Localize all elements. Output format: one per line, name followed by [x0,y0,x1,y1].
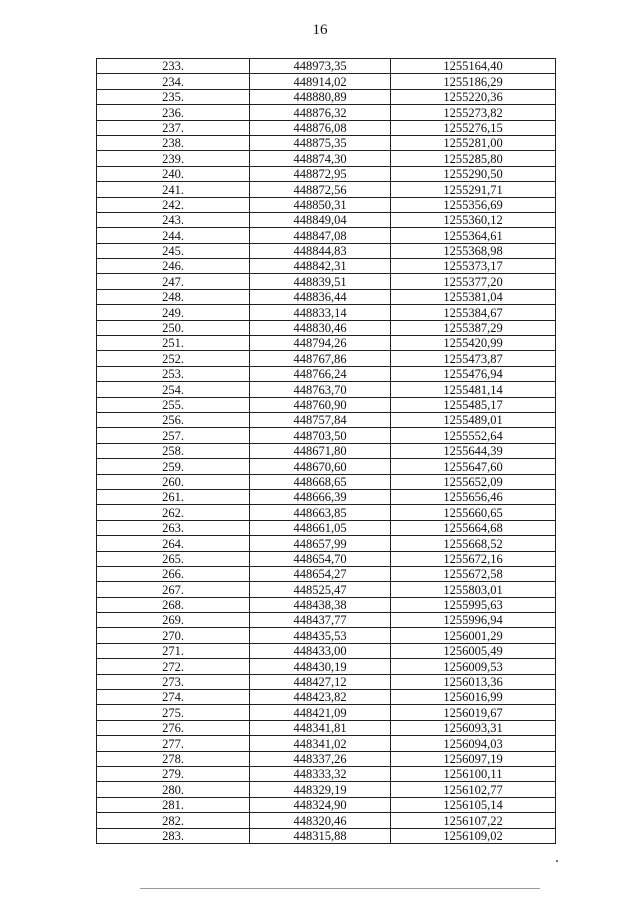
point-number-cell: 279. [97,766,250,781]
y-coordinate-cell: 1255281,00 [391,135,556,150]
y-coordinate-cell: 1255273,82 [391,105,556,120]
y-coordinate-cell: 1255489,01 [391,412,556,427]
table-row [97,428,556,443]
coordinates-table-body [97,59,556,844]
x-coordinate-cell: 448670,60 [250,459,391,474]
table-row [97,690,556,705]
x-coordinate-cell: 448661,05 [250,520,391,535]
point-number-cell: 276. [97,720,250,735]
x-coordinate-cell: 448872,95 [250,166,391,181]
table-row [97,720,556,735]
point-number-cell: 275. [97,705,250,720]
point-number-cell: 281. [97,797,250,812]
y-coordinate-cell: 1255652,09 [391,474,556,489]
point-number-cell: 278. [97,751,250,766]
y-coordinate-cell: 1255672,58 [391,566,556,581]
x-coordinate-cell: 448525,47 [250,582,391,597]
y-coordinate-cell: 1255473,87 [391,351,556,366]
x-coordinate-cell: 448760,90 [250,397,391,412]
point-number-cell: 273. [97,674,250,689]
x-coordinate-cell: 448433,00 [250,643,391,658]
table-row [97,536,556,551]
y-coordinate-cell: 1256102,77 [391,782,556,797]
y-coordinate-cell: 1255485,17 [391,397,556,412]
x-coordinate-cell: 448341,02 [250,736,391,751]
y-coordinate-cell: 1255164,40 [391,59,556,74]
point-number-cell: 233. [97,59,250,74]
point-number-cell: 282. [97,813,250,828]
x-coordinate-cell: 448844,83 [250,243,391,258]
point-number-cell: 263. [97,520,250,535]
point-number-cell: 247. [97,274,250,289]
point-number-cell: 239. [97,151,250,166]
table-row [97,520,556,535]
point-number-cell: 270. [97,628,250,643]
table-row [97,89,556,104]
table-row [97,59,556,74]
point-number-cell: 250. [97,320,250,335]
y-coordinate-cell: 1255360,12 [391,212,556,227]
y-coordinate-cell: 1255377,20 [391,274,556,289]
y-coordinate-cell: 1255668,52 [391,536,556,551]
point-number-cell: 242. [97,197,250,212]
x-coordinate-cell: 448839,51 [250,274,391,289]
y-coordinate-cell: 1255644,39 [391,443,556,458]
table-row [97,397,556,412]
x-coordinate-cell: 448329,19 [250,782,391,797]
table-row [97,459,556,474]
x-coordinate-cell: 448766,24 [250,366,391,381]
table-row [97,74,556,89]
y-coordinate-cell: 1255364,61 [391,228,556,243]
point-number-cell: 277. [97,736,250,751]
x-coordinate-cell: 448438,38 [250,597,391,612]
y-coordinate-cell: 1256001,29 [391,628,556,643]
x-coordinate-cell: 448315,88 [250,828,391,843]
y-coordinate-cell: 1256016,99 [391,690,556,705]
table-row [97,366,556,381]
point-number-cell: 262. [97,505,250,520]
x-coordinate-cell: 448874,30 [250,151,391,166]
x-coordinate-cell: 448435,53 [250,628,391,643]
table-row [97,289,556,304]
y-coordinate-cell: 1255476,94 [391,366,556,381]
y-coordinate-cell: 1256107,22 [391,813,556,828]
y-coordinate-cell: 1255381,04 [391,289,556,304]
coordinates-table [96,58,556,844]
table-row [97,336,556,351]
table-row [97,135,556,150]
point-number-cell: 260. [97,474,250,489]
table-row [97,674,556,689]
table-row [97,474,556,489]
y-coordinate-cell: 1255186,29 [391,74,556,89]
x-coordinate-cell: 448872,56 [250,182,391,197]
x-coordinate-cell: 448767,86 [250,351,391,366]
x-coordinate-cell: 448654,27 [250,566,391,581]
point-number-cell: 243. [97,212,250,227]
table-row [97,182,556,197]
table-row [97,597,556,612]
table-row [97,828,556,843]
x-coordinate-cell: 448847,08 [250,228,391,243]
point-number-cell: 235. [97,89,250,104]
table-row [97,797,556,812]
table-row [97,212,556,227]
point-number-cell: 274. [97,690,250,705]
y-coordinate-cell: 1255660,65 [391,505,556,520]
x-coordinate-cell: 448437,77 [250,613,391,628]
table-row [97,582,556,597]
table-row [97,305,556,320]
x-coordinate-cell: 448876,32 [250,105,391,120]
x-coordinate-cell: 448842,31 [250,259,391,274]
y-coordinate-cell: 1255420,99 [391,336,556,351]
y-coordinate-cell: 1255996,94 [391,613,556,628]
bottom-divider [140,888,540,889]
x-coordinate-cell: 448849,04 [250,212,391,227]
table-row [97,120,556,135]
table-row [97,443,556,458]
x-coordinate-cell: 448880,89 [250,89,391,104]
y-coordinate-cell: 1255481,14 [391,382,556,397]
page-number: 16 [312,22,328,38]
x-coordinate-cell: 448850,31 [250,197,391,212]
table-row [97,382,556,397]
table-row [97,566,556,581]
y-coordinate-cell: 1255664,68 [391,520,556,535]
x-coordinate-cell: 448973,35 [250,59,391,74]
table-row [97,751,556,766]
y-coordinate-cell: 1256093,31 [391,720,556,735]
y-coordinate-cell: 1255672,16 [391,551,556,566]
y-coordinate-cell: 1256094,03 [391,736,556,751]
y-coordinate-cell: 1256005,49 [391,643,556,658]
x-coordinate-cell: 448794,26 [250,336,391,351]
point-number-cell: 264. [97,536,250,551]
point-number-cell: 268. [97,597,250,612]
y-coordinate-cell: 1256109,02 [391,828,556,843]
y-coordinate-cell: 1255373,17 [391,259,556,274]
point-number-cell: 266. [97,566,250,581]
table-row [97,228,556,243]
x-coordinate-cell: 448836,44 [250,289,391,304]
x-coordinate-cell: 448663,85 [250,505,391,520]
x-coordinate-cell: 448324,90 [250,797,391,812]
y-coordinate-cell: 1255387,29 [391,320,556,335]
y-coordinate-cell: 1255291,71 [391,182,556,197]
x-coordinate-cell: 448337,26 [250,751,391,766]
table-row [97,736,556,751]
y-coordinate-cell: 1256019,67 [391,705,556,720]
y-coordinate-cell: 1256009,53 [391,659,556,674]
table-row [97,643,556,658]
y-coordinate-cell: 1255995,63 [391,597,556,612]
x-coordinate-cell: 448875,35 [250,135,391,150]
x-coordinate-cell: 448654,70 [250,551,391,566]
point-number-cell: 256. [97,412,250,427]
point-number-cell: 244. [97,228,250,243]
x-coordinate-cell: 448427,12 [250,674,391,689]
point-number-cell: 253. [97,366,250,381]
x-coordinate-cell: 448430,19 [250,659,391,674]
point-number-cell: 257. [97,428,250,443]
y-coordinate-cell: 1256013,36 [391,674,556,689]
point-number-cell: 272. [97,659,250,674]
point-number-cell: 254. [97,382,250,397]
point-number-cell: 259. [97,459,250,474]
point-number-cell: 280. [97,782,250,797]
table-row [97,766,556,781]
table-row [97,243,556,258]
point-number-cell: 251. [97,336,250,351]
y-coordinate-cell: 1255368,98 [391,243,556,258]
table-row [97,613,556,628]
x-coordinate-cell: 448320,46 [250,813,391,828]
point-number-cell: 238. [97,135,250,150]
point-number-cell: 234. [97,74,250,89]
point-number-cell: 237. [97,120,250,135]
point-number-cell: 252. [97,351,250,366]
table-row [97,274,556,289]
x-coordinate-cell: 448914,02 [250,74,391,89]
y-coordinate-cell: 1255656,46 [391,489,556,504]
y-coordinate-cell: 1256097,19 [391,751,556,766]
y-coordinate-cell: 1255290,50 [391,166,556,181]
table-row [97,412,556,427]
x-coordinate-cell: 448423,82 [250,690,391,705]
table-row [97,551,556,566]
y-coordinate-cell: 1255285,80 [391,151,556,166]
x-coordinate-cell: 448668,65 [250,474,391,489]
x-coordinate-cell: 448333,32 [250,766,391,781]
scan-speck [556,860,558,862]
y-coordinate-cell: 1256105,14 [391,797,556,812]
y-coordinate-cell: 1256100,11 [391,766,556,781]
x-coordinate-cell: 448666,39 [250,489,391,504]
table-row [97,320,556,335]
table-row [97,659,556,674]
x-coordinate-cell: 448830,46 [250,320,391,335]
table-row [97,505,556,520]
y-coordinate-cell: 1255276,15 [391,120,556,135]
y-coordinate-cell: 1255647,60 [391,459,556,474]
y-coordinate-cell: 1255220,36 [391,89,556,104]
x-coordinate-cell: 448833,14 [250,305,391,320]
x-coordinate-cell: 448657,99 [250,536,391,551]
point-number-cell: 267. [97,582,250,597]
x-coordinate-cell: 448876,08 [250,120,391,135]
point-number-cell: 261. [97,489,250,504]
y-coordinate-cell: 1255384,67 [391,305,556,320]
point-number-cell: 241. [97,182,250,197]
point-number-cell: 246. [97,259,250,274]
point-number-cell: 249. [97,305,250,320]
x-coordinate-cell: 448703,50 [250,428,391,443]
point-number-cell: 240. [97,166,250,181]
point-number-cell: 248. [97,289,250,304]
y-coordinate-cell: 1255356,69 [391,197,556,212]
table-row [97,782,556,797]
table-row [97,105,556,120]
table-row [97,351,556,366]
point-number-cell: 265. [97,551,250,566]
table-row [97,705,556,720]
table-row [97,151,556,166]
table-row [97,628,556,643]
point-number-cell: 255. [97,397,250,412]
y-coordinate-cell: 1255803,01 [391,582,556,597]
point-number-cell: 245. [97,243,250,258]
point-number-cell: 271. [97,643,250,658]
y-coordinate-cell: 1255552,64 [391,428,556,443]
point-number-cell: 236. [97,105,250,120]
x-coordinate-cell: 448671,80 [250,443,391,458]
table-row [97,197,556,212]
table-row [97,259,556,274]
x-coordinate-cell: 448763,70 [250,382,391,397]
point-number-cell: 283. [97,828,250,843]
point-number-cell: 269. [97,613,250,628]
x-coordinate-cell: 448341,81 [250,720,391,735]
x-coordinate-cell: 448421,09 [250,705,391,720]
table-row [97,489,556,504]
x-coordinate-cell: 448757,84 [250,412,391,427]
table-row [97,166,556,181]
point-number-cell: 258. [97,443,250,458]
table-row [97,813,556,828]
